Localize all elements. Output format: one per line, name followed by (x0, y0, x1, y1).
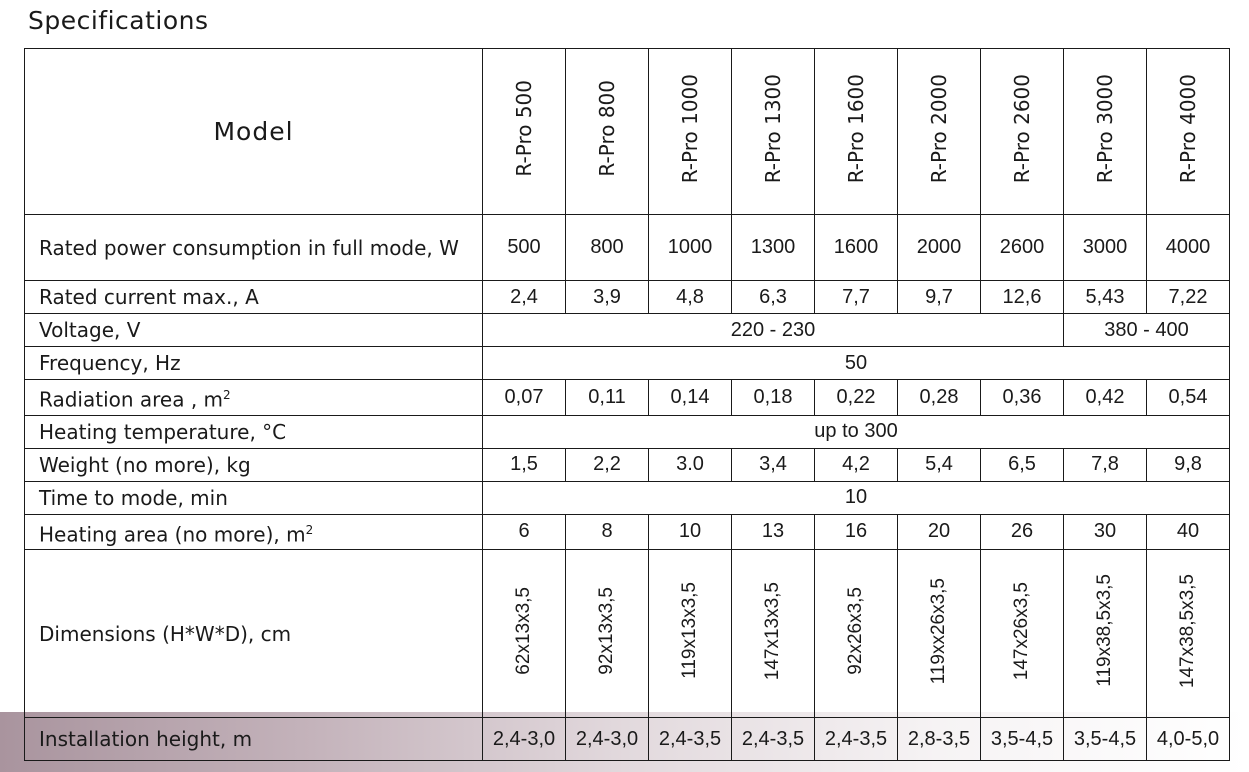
heating-area-label-sup: 2 (305, 522, 314, 537)
radiation-value-cell: 0,42 (1064, 380, 1147, 416)
radiation-value-cell: 0,11 (566, 380, 649, 416)
power-value-cell: 1300 (732, 215, 815, 281)
current-value-cell: 4,8 (649, 281, 732, 314)
weight-value-cell: 3,4 (732, 448, 815, 481)
model-header-cell (566, 49, 649, 215)
power-value-cell: 2600 (981, 215, 1064, 281)
dimension-value-cell (649, 550, 732, 718)
radiation-value-cell: 0,07 (483, 380, 566, 416)
install-height-value-cell: 2,4-3,0 (566, 718, 649, 761)
power-value-cell: 4000 (1147, 215, 1230, 281)
weight-value-cell: 9,8 (1147, 448, 1230, 481)
table-row (25, 281, 1230, 314)
install-height-value-cell: 2,4-3,0 (483, 718, 566, 761)
table-row (25, 514, 1230, 550)
weight-value-cell: 2,2 (566, 448, 649, 481)
dimension-value: 119xx26x3,5 (928, 577, 949, 684)
model-name: R-Pro 2600 (1010, 73, 1034, 184)
install-height-value-cell: 2,4-3,5 (732, 718, 815, 761)
table-row (25, 481, 1230, 514)
voltage-value-low: 220 - 230 (483, 314, 1064, 347)
current-value-cell: 6,3 (732, 281, 815, 314)
row-label: Installation height, m (25, 718, 483, 761)
model-header-cell (1147, 49, 1230, 215)
current-value-cell: 3,9 (566, 281, 649, 314)
weight-value-cell: 1,5 (483, 448, 566, 481)
dimension-value-cell (1147, 550, 1230, 718)
dimension-value-cell (566, 550, 649, 718)
model-name: R-Pro 1300 (761, 73, 785, 184)
dimension-value-cell (898, 550, 981, 718)
model-name: R-Pro 3000 (1093, 73, 1117, 184)
dimension-value: 147x13x3,5 (762, 581, 783, 680)
page-title: Specifications (28, 6, 209, 35)
dimension-value-cell (1064, 550, 1147, 718)
time-value: 10 (483, 481, 1230, 514)
heating-area-value-cell: 26 (981, 514, 1064, 550)
model-header-cell (981, 49, 1064, 215)
radiation-value-cell: 0,54 (1147, 380, 1230, 416)
dimension-value: 92x26x3,5 (845, 586, 866, 675)
model-header-cell (483, 49, 566, 215)
table-row (25, 380, 1230, 416)
model-name: R-Pro 1000 (678, 73, 702, 184)
dimension-value-cell (732, 550, 815, 718)
install-height-value-cell: 2,8-3,5 (898, 718, 981, 761)
table-row (25, 448, 1230, 481)
model-name: R-Pro 800 (595, 80, 619, 177)
weight-value-cell: 5,4 (898, 448, 981, 481)
current-value-cell: 2,4 (483, 281, 566, 314)
model-name: R-Pro 4000 (1176, 73, 1200, 184)
current-value-cell: 7,22 (1147, 281, 1230, 314)
row-label: Rated power consumption in full mode, W (25, 215, 483, 281)
power-value-cell: 2000 (898, 215, 981, 281)
header-row (25, 49, 1230, 215)
radiation-value-cell: 0,14 (649, 380, 732, 416)
dimension-value-cell (483, 550, 566, 718)
table-row (25, 415, 1230, 448)
weight-value-cell: 3.0 (649, 448, 732, 481)
weight-value-cell: 7,8 (1064, 448, 1147, 481)
model-name: R-Pro 2000 (927, 73, 951, 184)
frequency-value: 50 (483, 347, 1230, 380)
power-value-cell: 3000 (1064, 215, 1147, 281)
radiation-value-cell: 0,36 (981, 380, 1064, 416)
dimension-value-cell (815, 550, 898, 718)
radiation-value-cell: 0,18 (732, 380, 815, 416)
heating-area-label-text: Heating area (no more), m (39, 522, 306, 547)
table-row (25, 314, 1230, 347)
dimension-value-cell (981, 550, 1064, 718)
weight-value-cell: 6,5 (981, 448, 1064, 481)
row-label: Time to mode, min (25, 481, 483, 514)
dimension-value: 147x26x3,5 (1011, 581, 1032, 680)
row-label: Weight (no more), kg (25, 448, 483, 481)
model-header-cell (898, 49, 981, 215)
model-header-cell (815, 49, 898, 215)
heating-area-value-cell: 10 (649, 514, 732, 550)
dimension-value: 119x38,5x3,5 (1094, 574, 1115, 688)
model-name: R-Pro 500 (512, 80, 536, 177)
row-label: Frequency, Hz (25, 347, 483, 380)
row-label (25, 380, 483, 416)
current-value-cell: 7,7 (815, 281, 898, 314)
dimension-value: 147x38,5x3,5 (1177, 573, 1198, 688)
current-value-cell: 12,6 (981, 281, 1064, 314)
heating-area-value-cell: 6 (483, 514, 566, 550)
power-value-cell: 1000 (649, 215, 732, 281)
model-label: Model (25, 49, 483, 215)
install-height-value-cell: 3,5-4,5 (1064, 718, 1147, 761)
heating-area-value-cell: 40 (1147, 514, 1230, 550)
table-row (25, 215, 1230, 281)
install-height-value-cell: 2,4-3,5 (649, 718, 732, 761)
radiation-label-text: Radiation area , m (39, 387, 224, 412)
power-value-cell: 500 (483, 215, 566, 281)
power-value-cell: 800 (566, 215, 649, 281)
current-value-cell: 5,43 (1064, 281, 1147, 314)
weight-value-cell: 4,2 (815, 448, 898, 481)
dimension-value: 119x13x3,5 (679, 582, 700, 680)
voltage-value-high: 380 - 400 (1064, 314, 1230, 347)
power-value-cell: 1600 (815, 215, 898, 281)
current-value-cell: 9,7 (898, 281, 981, 314)
model-header-cell (649, 49, 732, 215)
radiation-label-sup: 2 (223, 388, 231, 402)
install-height-value-cell: 4,0-5,0 (1147, 718, 1230, 761)
model-header-cell (732, 49, 815, 215)
row-label (25, 514, 483, 550)
heating-area-value-cell: 13 (732, 514, 815, 550)
row-label: Heating temperature, °C (25, 415, 483, 448)
radiation-value-cell: 0,28 (898, 380, 981, 416)
model-header-cell (1064, 49, 1147, 215)
table-row (25, 718, 1230, 761)
row-label: Dimensions (H*W*D), cm (25, 550, 483, 718)
install-height-value-cell: 2,4-3,5 (815, 718, 898, 761)
row-label: Voltage, V (25, 314, 483, 347)
heating-area-value-cell: 20 (898, 514, 981, 550)
table-row (25, 347, 1230, 380)
install-height-value-cell: 3,5-4,5 (981, 718, 1064, 761)
dimension-value: 92x13x3,5 (596, 586, 617, 675)
heating-area-value-cell: 16 (815, 514, 898, 550)
heating-area-value-cell: 8 (566, 514, 649, 550)
heating-area-value-cell: 30 (1064, 514, 1147, 550)
table-row (25, 550, 1230, 718)
spec-table (24, 48, 1230, 761)
temperature-value: up to 300 (483, 415, 1230, 448)
radiation-value-cell: 0,22 (815, 380, 898, 416)
row-label: Rated current max., A (25, 281, 483, 314)
model-name: R-Pro 1600 (844, 73, 868, 184)
dimension-value: 62x13x3,5 (513, 586, 534, 675)
